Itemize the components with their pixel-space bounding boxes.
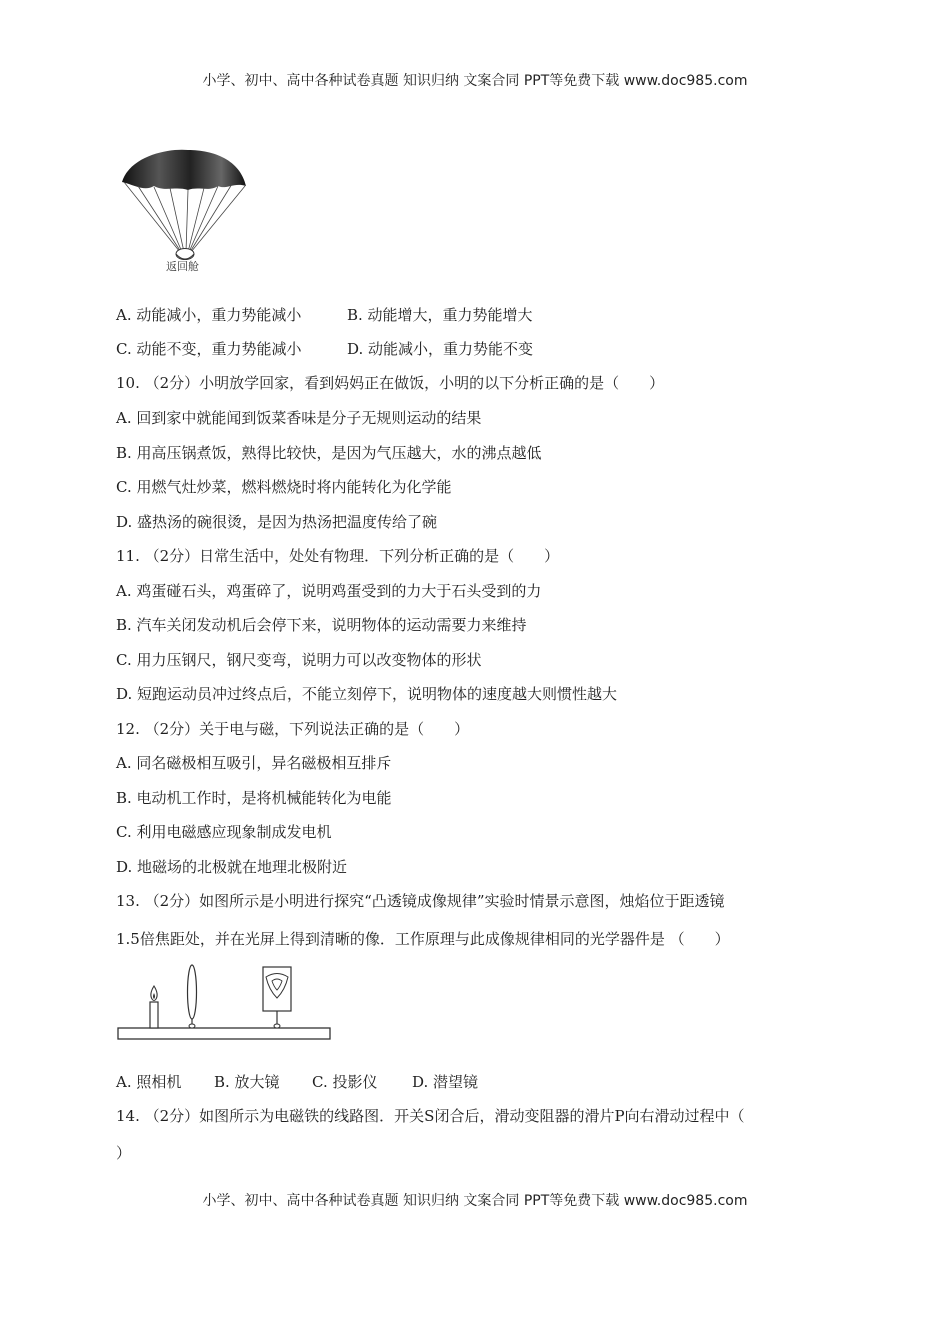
q13-option-a: A. 照相机: [116, 1073, 182, 1091]
q10-option-d: D. 盛热汤的碗很烫，是因为热汤把温度传给了碗: [116, 513, 438, 531]
q9-options-row-2: [116, 339, 533, 359]
q12-option-d: D. 地磁场的北极就在地理北极附近: [116, 858, 348, 876]
capsule-caption: 返回舱: [166, 260, 199, 272]
q13-option-b: B. 放大镜: [214, 1073, 280, 1091]
q12-option-b: B. 电动机工作时，是将机械能转化为电能: [116, 789, 392, 807]
q14-stem-line-1: 14. （2分）如图所示为电磁铁的线路图．开关S闭合后，滑动变阻器的滑片P向右滑动过程中（: [116, 1107, 745, 1125]
parachute-canopy: [122, 150, 246, 190]
q9-option-a: A. 动能减小，重力势能减小: [116, 306, 302, 324]
q10-stem: 10. （2分）小明放学回家，看到妈妈正在做饭，小明的以下分析正确的是（ ）: [116, 374, 665, 392]
capsule-shape: [176, 249, 194, 260]
parachute-capsule-figure: [118, 146, 250, 272]
q13-options-row: [116, 1072, 478, 1092]
footer-watermark: 小学、初中、高中各种试卷真题 知识归纳 文案合同 PPT等免费下载 www.doc985.com: [202, 1193, 748, 1209]
q11-option-d: D. 短跑运动员冲过终点后，不能立刻停下，说明物体的速度越大则惯性越大: [116, 685, 618, 703]
q10-option-b: B. 用高压锅煮饭，熟得比较快，是因为气压越大，水的沸点越低: [116, 444, 542, 462]
optical-bench: [118, 1028, 330, 1039]
q12-stem: 12. （2分）关于电与磁，下列说法正确的是（ ）: [116, 720, 470, 738]
q9-option-d: D. 动能减小，重力势能不变: [347, 340, 534, 358]
q9-option-b: B. 动能增大，重力势能增大: [347, 306, 533, 324]
q14-stem-line-2: ）: [116, 1144, 132, 1162]
header-watermark: 小学、初中、高中各种试卷真题 知识归纳 文案合同 PPT等免费下载 www.doc985.com: [202, 73, 748, 89]
q11-option-c: C. 用力压钢尺，钢尺变弯，说明力可以改变物体的形状: [116, 651, 482, 669]
q11-option-b: B. 汽车关闭发动机后会停下来，说明物体的运动需要力来维持: [116, 616, 527, 634]
parachute-lines: [124, 182, 245, 252]
q13-stem-line-2: 1.5倍焦距处，并在光屏上得到清晰的像．工作原理与此成像规律相同的光学器件是 （ ）: [116, 930, 730, 948]
q9-options-row-1: [116, 305, 533, 325]
q13-stem-line-1: 13. （2分）如图所示是小明进行探究“凸透镜成像规律”实验时情景示意图，烛焰位于距透镜: [116, 892, 725, 910]
light-screen-shape: [263, 967, 291, 1028]
q12-option-a: A. 同名磁极相互吸引，异名磁极相互排斥: [116, 754, 392, 772]
convex-lens-shape: [188, 965, 197, 1028]
q11-option-a: A. 鸡蛋碰石头，鸡蛋碎了，说明鸡蛋受到的力大于石头受到的力: [116, 582, 542, 600]
q13-option-d: D. 潜望镜: [412, 1073, 479, 1091]
candle-shape: [150, 986, 158, 1028]
optical-bench-figure: [116, 962, 334, 1044]
q11-stem: 11. （2分）日常生活中，处处有物理．下列分析正确的是（ ）: [116, 547, 560, 565]
q12-option-c: C. 利用电磁感应现象制成发电机: [116, 823, 332, 841]
q9-option-c: C. 动能不变，重力势能减小: [116, 340, 302, 358]
q10-option-c: C. 用燃气灶炒菜，燃料燃烧时将内能转化为化学能: [116, 478, 452, 496]
q10-option-a: A. 回到家中就能闻到饭菜香味是分子无规则运动的结果: [116, 409, 482, 427]
q13-option-c: C. 投影仪: [312, 1073, 378, 1091]
